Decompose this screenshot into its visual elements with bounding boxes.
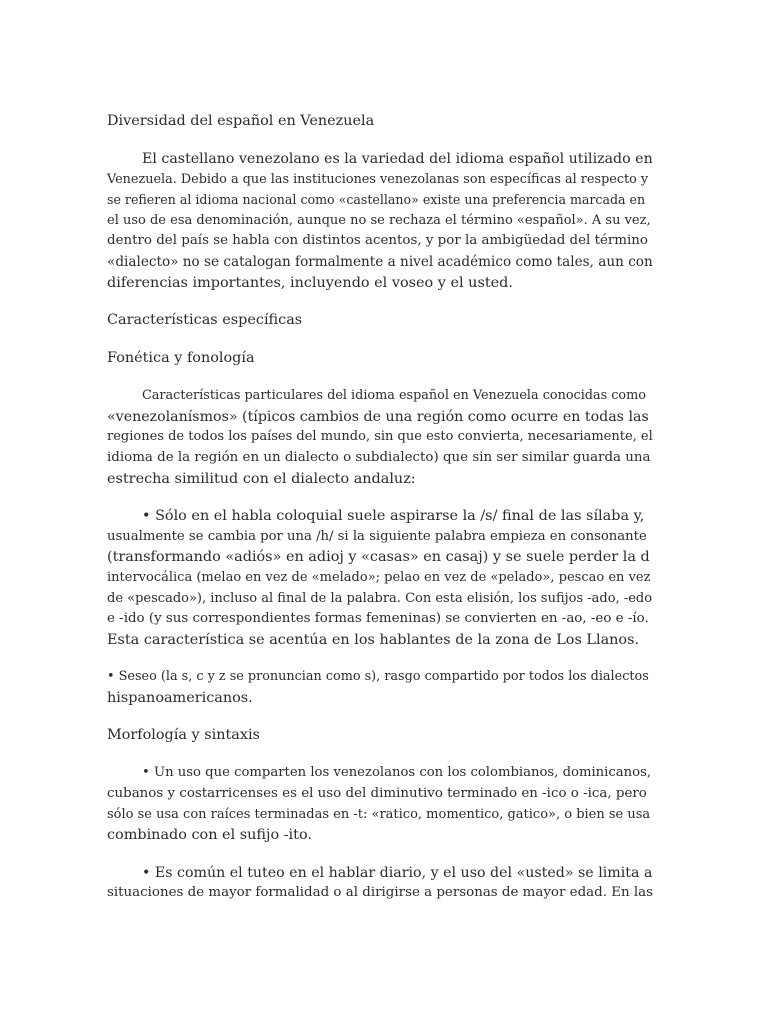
text-line: usualmente se cambia por una /h/ si la siguiente palabra empieza en consonante bbox=[107, 528, 647, 544]
text-line: Venezuela. Debido a que las instituciones venezolanas son específicas al respecto y bbox=[107, 171, 649, 187]
text-line: «venezolanísmos» (típicos cambios de una región como ocurre en todas las bbox=[107, 408, 649, 425]
bullet-paragraph-aspiracion bbox=[107, 506, 653, 650]
text-line: cubanos y costarricenses es el uso del diminutivo terminado en -ico o -ica, pero bbox=[107, 786, 647, 802]
text-line: El castellano venezolano es la variedad del idioma español utilizado en bbox=[142, 151, 653, 167]
section-heading-morfologia: Morfología y sintaxis bbox=[107, 727, 260, 744]
text-line: e -ido (y sus correspondientes formas femeninas) se convierten en -ao, -eo e -ío. bbox=[107, 611, 649, 627]
text-line: diferencias importantes, incluyendo el voseo y el usted. bbox=[107, 274, 513, 291]
text-line: se refieren al idioma nacional como «castellano» existe una preferencia marcada en bbox=[107, 192, 646, 208]
intro-paragraph bbox=[107, 149, 653, 293]
text-line: intervocálica (melao en vez de «melado»; pelao en vez de «pelado», pescao en vez bbox=[107, 569, 651, 585]
document-title: Diversidad del español en Venezuela bbox=[107, 113, 375, 129]
text-line: • Es común el tuteo en el hablar diario, y el uso del «usted» se limita a bbox=[142, 864, 653, 881]
section-heading-caracteristicas: Características específicas bbox=[107, 312, 303, 329]
text-line: Esta característica se acentúa en los hablantes de la zona de Los Llanos. bbox=[107, 631, 640, 648]
text-line: dentro del país se habla con distintos acentos, y por la ambigüedad del término bbox=[107, 233, 648, 249]
text-line: «dialecto» no se catalogan formalmente a nivel académico como tales, aun con bbox=[107, 253, 653, 270]
bullet-paragraph-seseo bbox=[107, 667, 653, 708]
text-line: idioma de la región en un dialecto o subdialecto) que sin ser similar guarda una bbox=[107, 449, 651, 465]
text-line: sólo se usa con raíces terminadas en -t: «ratico, momentico, gatico», o bien se usa bbox=[107, 806, 651, 822]
section-heading-fonetica: Fonética y fonología bbox=[107, 350, 255, 367]
text-line: • Un uso que comparten los venezolanos con los colombianos, dominicanos, bbox=[142, 765, 652, 781]
text-line: regiones de todos los países del mundo, sin que esto convierta, necesariamente, el bbox=[107, 429, 653, 445]
text-line: combinado con el sufijo -ito. bbox=[107, 827, 312, 844]
document-page bbox=[107, 111, 653, 904]
text-line: estrecha similitud con el dialecto andaluz: bbox=[107, 470, 416, 487]
text-line: hispanoamericanos. bbox=[107, 689, 253, 706]
text-line: el uso de esa denominación, aunque no se rechaza el término «español». A su vez, bbox=[107, 212, 651, 228]
text-line: • Seseo (la s, c y z se pronuncian como s), rasgo compartido por todos los dialectos bbox=[107, 669, 649, 685]
text-line: • Sólo en el habla coloquial suele aspirarse la /s/ final de las sílaba y, bbox=[142, 508, 645, 525]
text-line: Características particulares del idioma español en Venezuela conocidas como bbox=[142, 388, 646, 404]
bullet-paragraph-tuteo bbox=[107, 863, 653, 904]
text-line: de «pescado»), incluso al final de la palabra. Con esta elisión, los sufijos -ado, -edo bbox=[107, 590, 653, 606]
text-line: (transformando «adiós» en adioj y «casas» en casaj) y se suele perder la d bbox=[107, 549, 650, 566]
text-line: situaciones de mayor formalidad o al dirigirse a personas de mayor edad. En las bbox=[107, 885, 654, 901]
phonetics-intro-paragraph bbox=[107, 386, 653, 489]
bullet-paragraph-diminutivo bbox=[107, 763, 653, 845]
